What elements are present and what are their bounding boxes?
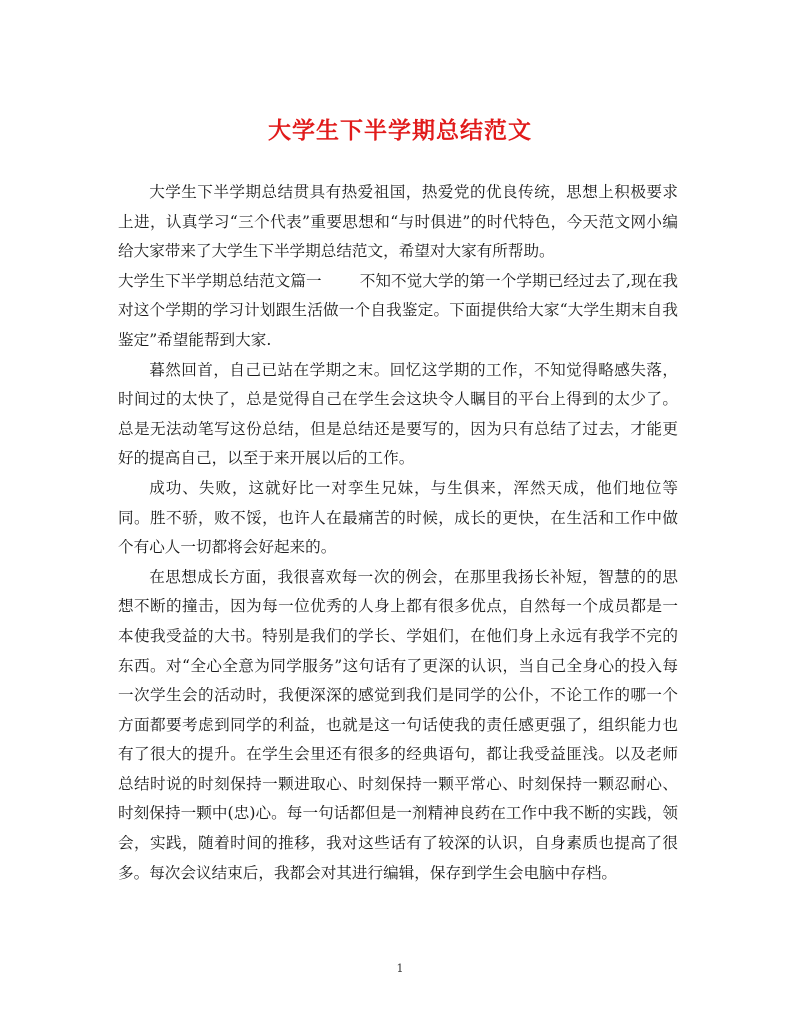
intro-paragraph: 大学生下半学期总结贯具有热爱祖国，热爱党的优良传统，思想上积极要求上进，认真学习“三个代表”重要思想和“与时俱进”的时代特色，今天范文网小编给大家带来了大学生下半学期总结范文，希望对大家有所帮助。 xyxy=(118,183,678,261)
section-lead: 不知不觉大学的第一个学期已经过去了,现在我对这个学期的学习计划跟生活做一个自我鉴定。下面提供给大家“大学生期末自我鉴定”希望能帮到大家. xyxy=(118,271,678,349)
body-paragraph: 成功、失败，这就好比一对孪生兄妹，与生俱来，浑然天成，他们地位等同。胜不骄，败不馁，也许人在最痛苦的时候，成长的更快，在生活和工作中做个有心人一切都将会好起来的。 xyxy=(118,478,678,557)
section-paragraph xyxy=(118,267,678,356)
section-heading: 大学生下半学期总结范文篇一 xyxy=(118,271,322,290)
page-number: 1 xyxy=(396,962,404,975)
body-paragraph: 在思想成长方面，我很喜欢每一次的例会，在那里我扬长补短，智慧的的思想不断的撞击，因为每一位优秀的人身上都有很多优点，自然每一个成员都是一本使我受益的大书。特别是我们的学长、学姐们，在他们身上永远有我学不完的东西。对“全心全意为同学服务”这句话有了更深的认识，当自己全身心的投入每一次学生会的活动时，我便深深的感觉到我们是同学的公仆，不论工作的哪一个方面都要考虑到同学的利益，也就是这一句话使我的责任感更强了，组织能力也有了很大的提升。在学生会里还有很多的经典语句，都让我受益匪浅。以及老师总结时说的时刻保持一颗进取心、时刻保持一颗平常心、时刻保持一颗忍耐心、时刻保持一颗中(忠)心。每一句话都但是一剂精神良药在工作中我不断的实践，领会，实践，随着时间的推移，我对这些话有了较深的认识，自身素质也提高了很多。每次会议结束后，我都会对其进行编辑，保存到学生会电脑中存档。 xyxy=(118,567,678,882)
document-title: 大学生下半学期总结范文 xyxy=(268,117,532,144)
body-paragraph: 暮然回首，自己已站在学期之末。回忆这学期的工作，不知觉得略感失落，时间过的太快了，总是觉得自己在学生会这块令人瞩目的平台上得到的太少了。总是无法动笔写这份总结，但是总结还是要写的，因为只有总结了过去，才能更好的提高自己，以至于来开展以后的工作。 xyxy=(118,360,678,468)
document-body xyxy=(118,178,678,888)
